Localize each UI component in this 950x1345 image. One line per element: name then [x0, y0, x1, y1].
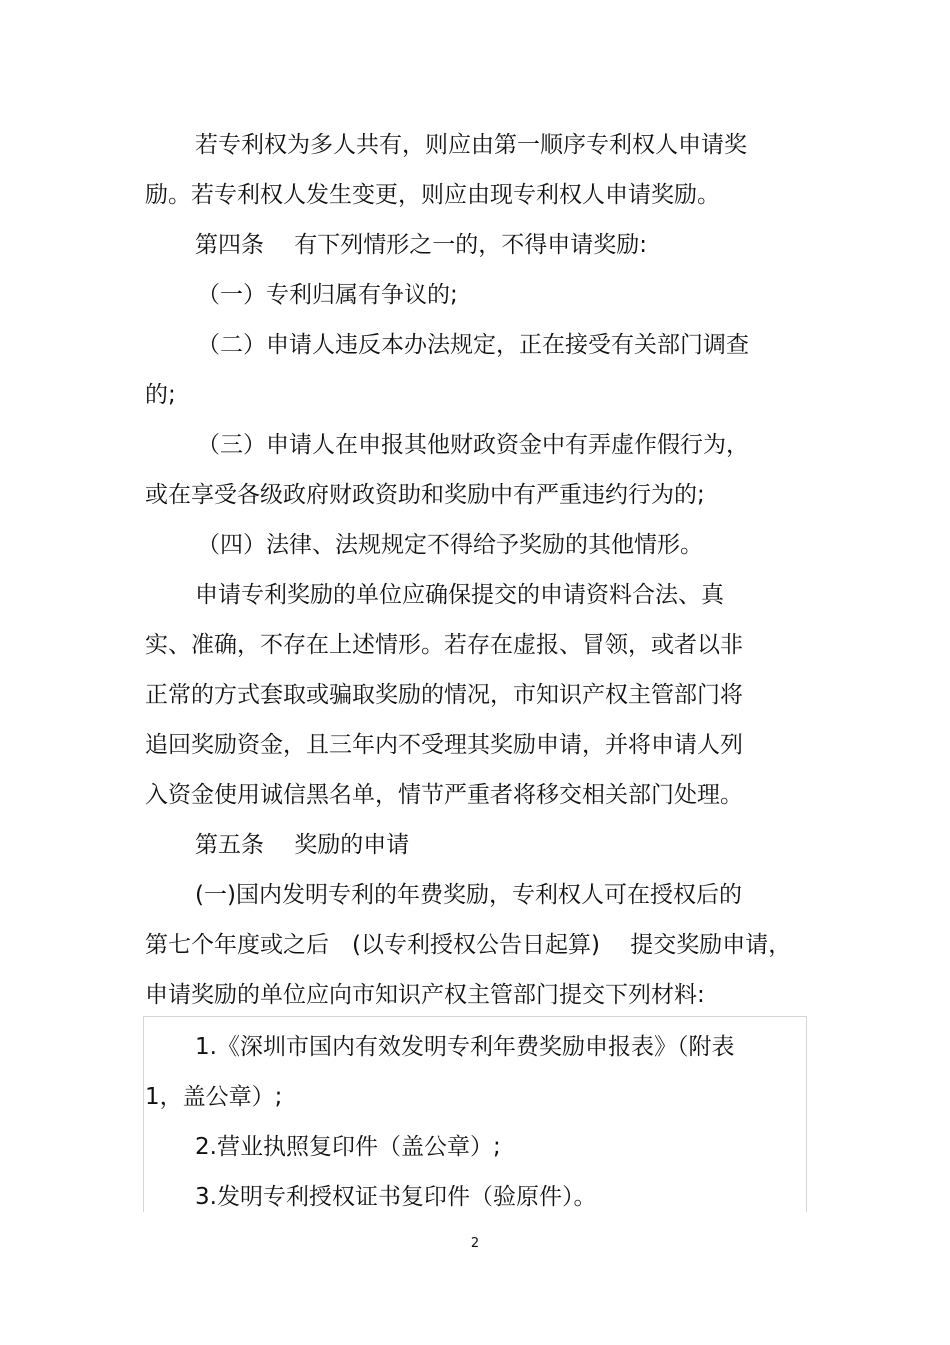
material-item: 2.营业执照复印件（盖公章）;: [195, 1134, 501, 1160]
list-clause: （三）申请人在申报其他财政资金中有弄虚作假行为，: [197, 432, 749, 458]
material-item: 1.《深圳市国内有效发明专利年费奖励申报表》（附表: [195, 1034, 735, 1060]
paragraph-line: 励。若专利权人发生变更，则应由现专利权人申请奖励。: [145, 182, 720, 208]
paragraph-line: 实、准确，不存在上述情形。若存在虚报、冒领，或者以非: [145, 632, 743, 658]
paragraph-line: 第七个年度或之后 (以专利授权公告日起算) 提交奖励申请，: [145, 932, 792, 958]
paragraph-line: 申请奖励的单位应向市知识产权主管部门提交下列材料:: [145, 982, 705, 1008]
list-clause: （二）申请人违反本办法规定，正在接受有关部门调查: [197, 332, 749, 358]
list-clause: （一）专利归属有争议的;: [197, 282, 458, 308]
paragraph-line: 申请专利奖励的单位应确保提交的申请资料合法、真: [195, 582, 724, 608]
page-number: 2: [470, 1236, 480, 1251]
paragraph-line: (一)国内发明专利的年费奖励，专利权人可在授权后的: [195, 882, 742, 908]
article-heading: 第四条 有下列情形之一的，不得申请奖励:: [195, 232, 648, 258]
paragraph-line: 的;: [145, 382, 176, 408]
paragraph-line: 若专利权为多人共有，则应由第一顺序专利权人申请奖: [195, 132, 747, 158]
paragraph-line: 或在享受各级政府财政资助和奖励中有严重违约行为的;: [145, 482, 705, 508]
paragraph-line: 入资金使用诚信黑名单，情节严重者将移交相关部门处理。: [145, 782, 743, 808]
material-item: 3.发明专利授权证书复印件（验原件）。: [195, 1184, 597, 1210]
list-clause: （四）法律、法规规定不得给予奖励的其他情形。: [197, 532, 703, 558]
material-item: 1，盖公章）;: [145, 1084, 283, 1110]
paragraph-line: 正常的方式套取或骗取奖励的情况，市知识产权主管部门将: [145, 682, 743, 708]
article-heading: 第五条 奖励的申请: [195, 832, 410, 858]
paragraph-line: 追回奖励资金，且三年内不受理其奖励申请，并将申请人列: [145, 732, 743, 758]
